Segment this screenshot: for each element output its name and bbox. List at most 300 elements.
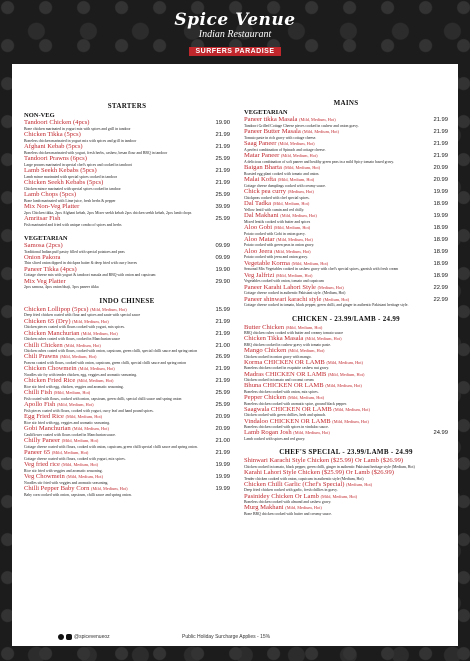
menu-item-name bbox=[24, 132, 81, 139]
menu-item-spice-level: (Mild, Medium, Hot) bbox=[285, 505, 322, 511]
menu-item-title: Tandoori Chicken (4pcs) bbox=[24, 119, 90, 126]
menu-item-header bbox=[24, 120, 230, 127]
menu-item-title: Paneer Tikka (4pcs) bbox=[24, 265, 77, 273]
menu-column-right bbox=[244, 99, 448, 517]
menu-item-description: Chicken cubes coated with flours, cooked with onion, capsicum, green chilli, special chilli sauce and spring onion bbox=[24, 349, 198, 354]
menu-item-description: Roasted egg plant cooked with tomato and onion. bbox=[244, 171, 320, 176]
menu-item bbox=[244, 395, 448, 406]
menu-item bbox=[244, 297, 448, 308]
menu-item-name bbox=[24, 438, 98, 445]
menu-item-description: Fish marinated and fried with unique combo of spices and herbs bbox=[24, 222, 122, 227]
menu-item-price: 21.99 bbox=[215, 330, 230, 337]
menu-item-header bbox=[244, 470, 448, 477]
menu-item-header bbox=[24, 267, 230, 274]
menu-item-price: 22.99 bbox=[433, 284, 448, 291]
logo-location: SURFERS PARADISE bbox=[189, 47, 280, 56]
menu-item-spice-level: (Mild, Medium, Hot) bbox=[276, 236, 313, 242]
menu-item-title: Mix Veg Platter bbox=[24, 277, 66, 285]
menu-item-header bbox=[244, 383, 448, 390]
menu-item-price: 25.99 bbox=[215, 215, 230, 222]
menu-item-title: Mango Chicken bbox=[244, 347, 287, 355]
menu-item-description: Chicken mince marinated with special spices cooked in tandoor bbox=[24, 186, 121, 191]
menu-item-price: 19.99 bbox=[433, 212, 448, 219]
menu-item-spice-level: (Mild, Medium, Hot) bbox=[64, 342, 101, 348]
menu-item bbox=[244, 141, 448, 152]
menu-item-title: Vindaloo CHICKEN OR LAMB bbox=[244, 417, 331, 425]
menu-item bbox=[24, 180, 230, 191]
menu-item-spice-level: (Mild, Medium, Hot) bbox=[272, 200, 310, 206]
menu-item-name bbox=[24, 168, 97, 175]
menu-item-title: Matar Paneer bbox=[244, 151, 280, 159]
menu-item-description: Chicken cooked in onion gravy with mango. bbox=[244, 354, 312, 359]
menu-item-spice-level: (Mild, Medium, Hot) bbox=[305, 336, 342, 342]
menu-item-header bbox=[244, 482, 448, 489]
menu-item-title: Shinwari Karachi Style Chicken ($25.99) Or Lamb ($26.99) bbox=[244, 457, 404, 465]
menu-item-header bbox=[244, 177, 448, 184]
menu-item-description: Rice stir fried with egg, veggies and aromatic seasoning. bbox=[24, 421, 111, 426]
menu-item-title: Dal Tadka bbox=[244, 199, 272, 207]
menu-item-header bbox=[244, 273, 448, 280]
section-gap bbox=[24, 228, 230, 234]
menu-item-description: Bone BBQ chicken cooked with butter and creamy sauce. bbox=[244, 512, 332, 517]
menu-item-price: 21.99 bbox=[215, 131, 230, 138]
menu-item-header bbox=[24, 474, 230, 481]
menu-item-description: Bone lamb marinated with Lime juice, fresh herbs & pepper bbox=[24, 198, 116, 203]
menu-item-name bbox=[24, 255, 60, 262]
menu-item-price: 25.99 bbox=[215, 155, 230, 162]
menu-item-title: Lamb Rogan Josh bbox=[244, 429, 292, 437]
menu-item-name bbox=[24, 366, 115, 373]
menu-item-description: Cauliflower coated with flours cooked in Manchurian sauce. bbox=[24, 433, 116, 438]
menu-item bbox=[24, 192, 230, 203]
menu-item-header bbox=[24, 307, 230, 314]
menu-item-header bbox=[244, 249, 448, 256]
menu-item-header bbox=[24, 156, 230, 163]
menu-page bbox=[12, 64, 458, 630]
menu-item-description: Chicken cooked in tomato and coconut cream bbox=[244, 378, 314, 383]
menu-item-description: Cottage cheese coated with flours, cooked with onion, capsicum, green chilli special chilli sauce and spring onion. bbox=[24, 445, 198, 450]
menu-item-name bbox=[244, 470, 394, 477]
menu-item-price: 19.99 bbox=[215, 486, 230, 493]
menu-item-description: Boneless chicken cooked with aromatic spice, ground black pepper. bbox=[244, 401, 347, 406]
menu-item-header bbox=[24, 192, 230, 199]
menu-item-header bbox=[24, 204, 230, 211]
menu-item-header bbox=[244, 297, 448, 304]
logo-name: Spice Venue bbox=[174, 10, 296, 30]
menu-item-description: Traditional Indian puff pastry filled with special potatoes and peas bbox=[24, 249, 125, 254]
menu-item-title: Chicken Lollipop (5pcs) bbox=[24, 305, 89, 313]
menu-item-description: Deep fried chicken cooked with garlic, fresh chillies in gravy. bbox=[244, 488, 338, 493]
menu-item-spice-level: (Mild, Medium, Hot) bbox=[320, 493, 358, 499]
menu-item bbox=[244, 336, 448, 347]
menu-item-description: Cottage cheese cooked in tomato, black pepper, green chilli, and ginger in authentic Pakistani heritage style. bbox=[244, 303, 409, 308]
menu-item-title: Afghani Kebab (5pcs) bbox=[24, 142, 83, 150]
menu-footer bbox=[12, 630, 458, 646]
menu-item-price: 21.99 bbox=[433, 140, 448, 147]
menu-item-name bbox=[24, 319, 109, 326]
logo-subtitle: Indian Restaurant bbox=[198, 29, 272, 40]
menu-item-price: 09.99 bbox=[215, 254, 230, 261]
menu-item-spice-level: (Mild, Medium, Hot) bbox=[274, 248, 311, 254]
menu-item-name bbox=[244, 372, 364, 379]
menu-item bbox=[24, 390, 230, 401]
menu-item-name bbox=[24, 243, 63, 250]
menu-item-description: 2pcs Chicken tikka, 2pcs Afghani kebab, 2pcs Mixer seekh kebab 2pcs chicken seekh kebab, 2pcs lamb chops bbox=[24, 210, 192, 215]
menu-item-title: Mix Non-Veg Platter bbox=[24, 202, 80, 210]
menu-item bbox=[24, 450, 230, 461]
menu-item bbox=[24, 279, 230, 290]
menu-item-description: BBQ chicken cooked in cashew gravy with tomato paste. bbox=[244, 342, 331, 347]
menu-item-description: Tandoori Grilled Cottage Cheese pieces cooked in cashew and onion gravy. bbox=[244, 123, 359, 128]
menu-item-price: 18.99 bbox=[433, 272, 448, 279]
menu-item-spice-level: (Mild, Medium, Hot) bbox=[332, 418, 369, 424]
menu-item bbox=[244, 419, 448, 430]
menu-item bbox=[244, 153, 448, 164]
menu-item bbox=[24, 438, 230, 449]
menu-item bbox=[24, 307, 230, 318]
menu-item-name bbox=[244, 482, 372, 489]
menu-item-name bbox=[24, 307, 127, 314]
menu-item bbox=[24, 414, 230, 425]
menu-item-header bbox=[24, 279, 230, 286]
menu-item-description: Fish pieces coated with flours, cooked with yogurt, curry leaf and hand pound spices. bbox=[24, 409, 154, 414]
menu-item bbox=[24, 243, 230, 254]
menu-item-spice-level: (Mild, Medium, Hot) bbox=[56, 402, 94, 408]
menu-item-description: Cottage cheese mix with yogurt & tandoori masala and BBQ with onion and capsicum bbox=[24, 273, 156, 278]
menu-item-header bbox=[244, 348, 448, 355]
menu-item-name bbox=[244, 177, 314, 184]
menu-item-title: Karahi Lahori Style Chicken ($25.99) Or Lamb ($26.99) bbox=[244, 469, 394, 477]
menu-item-header bbox=[244, 419, 448, 426]
menu-item-title: Paneer tikka Masala bbox=[244, 116, 298, 123]
menu-item-name bbox=[24, 402, 94, 409]
menu-item-title: Chicken Manchurian bbox=[24, 329, 80, 337]
menu-item-name bbox=[24, 120, 89, 127]
menu-item-description: Vegetables cooked with onion, tomato and capsicum bbox=[244, 279, 324, 284]
section-subtitle: VEGETARIAN bbox=[24, 234, 68, 242]
menu-item-name bbox=[24, 204, 79, 211]
menu-item-header bbox=[244, 261, 448, 268]
menu-item-title: Paneer shinwari karachi style bbox=[244, 295, 322, 303]
menu-item-title: Lamb Seekh Kebabs (5pcs) bbox=[24, 166, 97, 174]
menu-item bbox=[244, 407, 448, 418]
menu-item-spice-level: (Mild, Medium, Hot) bbox=[273, 224, 311, 230]
menu-item bbox=[24, 204, 230, 215]
menu-item-description: Chicken cubes coated with flours, cooked in Manchurian sauce bbox=[24, 337, 121, 342]
menu-item-price: 18.99 bbox=[433, 260, 448, 267]
menu-item-title: Pepper Chicken bbox=[244, 394, 286, 402]
menu-item-title: Murg Makhani bbox=[244, 504, 284, 512]
menu-item-description: Lamb mince marinated with special spices cooked in tandoor bbox=[24, 174, 117, 179]
menu-item bbox=[24, 366, 230, 377]
menu-item-name bbox=[244, 360, 363, 367]
menu-item-price: 20.99 bbox=[433, 164, 448, 171]
menu-item-header bbox=[244, 213, 448, 220]
menu-item-price: 21.99 bbox=[433, 117, 448, 123]
menu-item bbox=[244, 225, 448, 236]
menu-item bbox=[244, 261, 448, 272]
menu-item-description: Prawns coated with flours, cooked with onion, capsicum, green chilli, special chilli sauce and spring onion bbox=[24, 361, 187, 366]
section-subtitle: VEGETARIAN bbox=[244, 109, 288, 116]
menu-item-price: 25.99 bbox=[215, 402, 230, 409]
menu-item bbox=[24, 120, 230, 131]
menu-item-spice-level: (Mild, Medium, Hot) bbox=[51, 450, 89, 456]
menu-item-name bbox=[244, 201, 309, 208]
menu-item-description: Chicken pieces coated with flours cooked with yogurt, mix spices. bbox=[24, 325, 125, 330]
menu-item bbox=[24, 402, 230, 413]
menu-item-header bbox=[24, 438, 230, 445]
menu-item-name bbox=[244, 285, 344, 292]
menu-item-description: Boneless chicken cooked with almond and cashew gravy. bbox=[244, 500, 332, 505]
section-subtitle: NON-VEG bbox=[24, 112, 55, 119]
menu-item-header bbox=[244, 165, 448, 172]
menu-item bbox=[24, 267, 230, 278]
menu-item-name bbox=[24, 343, 101, 350]
menu-item-title: Veg fried rice bbox=[24, 461, 60, 469]
menu-item-description: Yellow lentil with cumin and red chilly. bbox=[244, 207, 305, 212]
menu-item-spice-level: (Mild, Medium, Hot) bbox=[65, 414, 103, 420]
menu-item-description: Boneless chicken cooked with onion, mix spices. bbox=[244, 389, 319, 394]
menu-item bbox=[24, 255, 230, 266]
menu-item-header bbox=[24, 462, 230, 469]
menu-item-name bbox=[24, 354, 96, 361]
menu-item-description: Thin sliced onion dipped in chickpea batter & deep fried with curry leaves bbox=[24, 261, 138, 266]
menu-item bbox=[244, 285, 448, 296]
menu-item-name bbox=[24, 462, 98, 469]
menu-item-spice-level: (Mild, Medium, Hot) bbox=[72, 318, 109, 324]
menu-item-description: Boneless chicken cooked in exquisite cashew nut gravy. bbox=[244, 366, 330, 371]
menu-item-name bbox=[24, 267, 77, 274]
menu-item-spice-level: (Mild, Medium, Hot) bbox=[66, 474, 104, 480]
menu-item-title: Chicken Fried Rice bbox=[24, 377, 76, 385]
menu-item bbox=[24, 474, 230, 485]
menu-item-description: Boneless chicken cooked with spices in vindaloo sauce. bbox=[244, 425, 329, 430]
menu-item bbox=[244, 189, 448, 200]
menu-item bbox=[244, 165, 448, 176]
menu-item-description: Noodles stir fry with tender chicken, egg, veggies and aromatic seasoning. bbox=[24, 373, 138, 378]
menu-item-title: Pasinidey Chicken Or Lamb bbox=[244, 492, 319, 500]
menu-item-name bbox=[244, 430, 330, 437]
menu-item bbox=[244, 249, 448, 260]
menu-item-name bbox=[24, 426, 109, 433]
menu-item-description: Bone chicken marinated in yogurt mix with spices and grill in tandoor bbox=[24, 126, 131, 131]
menu-item bbox=[24, 426, 230, 437]
menu-item-title: Chicken Tikka (5pcs) bbox=[24, 130, 81, 138]
menu-item-name bbox=[244, 273, 312, 280]
menu-item-price: 22.99 bbox=[433, 296, 448, 303]
menu-item-price: 21.00 bbox=[215, 438, 230, 445]
menu-item-description: Seasonal Mix Vegetables cooked in cashew gravy with chef's special spices, garnish with fresh cream bbox=[244, 267, 399, 272]
menu-item-spice-level: (Mild, Medium, Hot) bbox=[91, 486, 128, 492]
menu-item-title: Vegetable Korma bbox=[244, 259, 290, 267]
menu-item-header bbox=[244, 407, 448, 414]
menu-item-name bbox=[244, 395, 324, 402]
menu-item-title: Veg Chowmein bbox=[24, 473, 65, 481]
menu-item-title: Baigan Bharta bbox=[244, 163, 282, 171]
section-title: INDO CHINESE bbox=[99, 296, 155, 305]
menu-item-name bbox=[244, 336, 342, 343]
menu-item-name bbox=[244, 505, 322, 512]
menu-item bbox=[24, 156, 230, 167]
menu-item-title: Amritsar Fish bbox=[24, 214, 61, 222]
menu-item-description: Potato cooked with Gobi in onion gravy. bbox=[244, 231, 306, 236]
facebook-icon[interactable] bbox=[58, 634, 64, 640]
section-title: CHEF'S SPECIAL - 23.99/LAMB - 24.99 bbox=[279, 448, 413, 457]
menu-item-spice-level: (Mild, Medium, Hot) bbox=[327, 371, 365, 377]
menu-item-header bbox=[24, 255, 230, 262]
menu-item-title: Apollo Fish bbox=[24, 401, 56, 409]
menu-item-header bbox=[24, 486, 230, 493]
menu-item bbox=[244, 458, 448, 469]
menu-item-description: Chicken cooked in tomato, black pepper, green chilli, ginger in authentic Pakistani heritage style (Medium, Hot) bbox=[244, 464, 415, 469]
menu-item-name bbox=[244, 249, 311, 256]
menu-item-description: BBQ chicken cubes cooked with butter and creamy tomato sauce bbox=[244, 331, 344, 336]
menu-item-title: Chilli Chicken bbox=[24, 341, 63, 349]
menu-item-header bbox=[24, 243, 230, 250]
menu-item bbox=[24, 378, 230, 389]
menu-item-price: 19.99 bbox=[433, 188, 448, 195]
menu-item-name bbox=[244, 117, 336, 124]
menu-item-header bbox=[244, 225, 448, 232]
menu-item-header bbox=[244, 458, 448, 465]
social-handle[interactable]: @spicevenueoz bbox=[74, 634, 110, 640]
menu-item-spice-level: (Mild, Medium, Hot) bbox=[280, 212, 317, 218]
menu-item-name bbox=[244, 325, 322, 332]
menu-item-price: 19.99 bbox=[215, 474, 230, 481]
menu-item-title: Lamb Chops (5pcs) bbox=[24, 190, 77, 198]
menu-item-spice-level: (Medium, Hot) bbox=[317, 284, 344, 290]
menu-item-name bbox=[244, 237, 313, 244]
menu-item-price: 09.99 bbox=[215, 242, 230, 249]
menu-item-name bbox=[24, 486, 128, 493]
menu-item bbox=[244, 360, 448, 371]
menu-item-description: Boneless chicken marinated with yogurt, fresh herbs, cashew, besan flour and BBQ in tandoor bbox=[24, 150, 168, 155]
menu-item-title: Chicken Chilli Garlic (Chef's Special) bbox=[244, 480, 345, 488]
menu-item-price: 21.99 bbox=[215, 143, 230, 150]
menu-item-title: Chili Prawns bbox=[24, 353, 59, 361]
menu-item-name bbox=[24, 144, 83, 151]
menu-item-header bbox=[244, 372, 448, 379]
menu-item bbox=[244, 383, 448, 394]
menu-item-title: Chicken Seekh Kebabs (5pcs) bbox=[24, 178, 104, 186]
menu-item-spice-level: (Mild, Medium, Hot) bbox=[278, 140, 315, 146]
menu-item-price: 18.99 bbox=[433, 248, 448, 255]
menu-item-header bbox=[24, 132, 230, 139]
menu-item-spice-level: (Mild, Medium, Hot) bbox=[291, 260, 329, 266]
menu-item-spice-level: (Mild, Medium, Hot) bbox=[61, 462, 99, 468]
menu-item-name bbox=[244, 494, 357, 501]
menu-item-name bbox=[244, 297, 349, 304]
menu-item-title: Onion Pakora bbox=[24, 253, 61, 261]
menu-item-description: Baby corn cooked with onion, capsicum, chilli sauce and spring onion. bbox=[24, 492, 132, 497]
menu-item bbox=[244, 430, 448, 441]
menu-item-name bbox=[24, 474, 103, 481]
menu-item-header bbox=[24, 378, 230, 385]
menu-item-header bbox=[24, 366, 230, 373]
menu-item-name bbox=[24, 180, 103, 187]
menu-item-name bbox=[244, 458, 403, 465]
menu-item-header bbox=[244, 325, 448, 332]
menu-item-header bbox=[24, 216, 230, 223]
menu-item-description: Lamb cooked with spices and red gravy. bbox=[244, 437, 306, 442]
menu-item-price: 21.99 bbox=[215, 179, 230, 186]
menu-item-spice-level: (Mild, Medium, Hot) bbox=[293, 430, 330, 436]
menu-item-description: Potato cooked with jeera and onion gravy. bbox=[244, 255, 308, 260]
menu-item-spice-level: (Mild, Medium, Hot) bbox=[325, 383, 362, 389]
menu-item-price: 20.99 bbox=[215, 414, 230, 421]
menu-item-title: Paneer Karahi Lahori Style bbox=[244, 283, 316, 291]
menu-item-title: Chick pea curry bbox=[244, 187, 287, 195]
menu-item-spice-level: (Medium, Hot) bbox=[287, 188, 314, 194]
menu-item-header bbox=[24, 319, 230, 326]
menu-item-price: 18.99 bbox=[433, 224, 448, 231]
menu-item bbox=[244, 237, 448, 248]
menu-item-spice-level: (Mild, Medium, Hot) bbox=[326, 359, 363, 365]
menu-item-description: Deep fried chicken coated with flour and spices and saute with special sauce bbox=[24, 313, 141, 318]
menu-item-header bbox=[244, 117, 448, 124]
menu-item bbox=[24, 343, 230, 354]
menu-item-title: Paneer Butter Masala bbox=[244, 127, 301, 135]
menu-item-title: Aloo Matar bbox=[244, 235, 275, 243]
menu-item-spice-level: (Mild, Medium, Hot) bbox=[72, 426, 109, 432]
menu-item-title: Veg Jalfrizi bbox=[244, 271, 275, 279]
menu-item-spice-level: (Mild, Medium, Hot) bbox=[53, 390, 91, 396]
menu-item bbox=[24, 132, 230, 143]
menu-item-spice-level: (Mild, Medium, Hot) bbox=[59, 354, 97, 360]
menu-item-description: Noodles stir fried with veggies and aromatic seasoning. bbox=[24, 480, 109, 485]
menu-item bbox=[244, 201, 448, 212]
menu-item bbox=[244, 213, 448, 224]
menu-item-description: Potato cooked with green peas in onion gravy. bbox=[244, 243, 315, 248]
menu-item-header bbox=[244, 360, 448, 367]
menu-item-name bbox=[244, 213, 317, 220]
menu-item-description: Mixed lentils cooked with butter and spices bbox=[244, 219, 311, 224]
menu-item-spice-level: (Mild, Medium, Hot) bbox=[76, 378, 114, 384]
menu-item-title: Saagwala CHICKEN OR LAMB bbox=[244, 405, 332, 413]
menu-item-spice-level: (Mild, Medium, Hot) bbox=[302, 128, 339, 134]
menu-item-price: 21.99 bbox=[215, 167, 230, 174]
menu-item-price: 21.99 bbox=[215, 366, 230, 373]
menu-item bbox=[244, 273, 448, 284]
menu-item-title: Gobi Manchurian bbox=[24, 425, 71, 433]
menu-item-price: 19.90 bbox=[215, 266, 230, 273]
menu-item-spice-level: (Medium, Hot) bbox=[346, 481, 373, 487]
menu-item-title: Paneer 65 bbox=[24, 449, 51, 457]
menu-item-price: 19.90 bbox=[215, 120, 230, 126]
menu-item-spice-level: (Mild, Medium, Hot) bbox=[299, 117, 336, 122]
menu-item-spice-level: (Medium, Hot) bbox=[323, 296, 350, 302]
menu-item-header bbox=[24, 144, 230, 151]
menu-item-title: Chicken Chowmein bbox=[24, 365, 77, 373]
menu-item-title: Samosa (2pcs) bbox=[24, 241, 63, 249]
menu-item-title: Bhuna CHICKEN OR LAMB bbox=[244, 382, 324, 390]
menu-item-title: Saag Paneer bbox=[244, 139, 277, 147]
menu-item-name bbox=[244, 261, 328, 268]
menu-item-price: 20.99 bbox=[433, 176, 448, 183]
menu-item-price: 21.99 bbox=[433, 152, 448, 159]
menu-item-header bbox=[244, 505, 448, 512]
menu-item-title: Dal Makhani bbox=[244, 211, 279, 219]
menu-item-price: 21.99 bbox=[215, 318, 230, 325]
menu-item-price: 18.99 bbox=[433, 236, 448, 243]
instagram-icon[interactable] bbox=[66, 634, 72, 640]
menu-item-header bbox=[244, 494, 448, 501]
menu-item-spice-level: (Mild, Medium, Hot) bbox=[285, 324, 323, 330]
menu-item-description: Fish coated with flours, cooked with onion, capsicum, green chilli, special chilli sauce and spring onion bbox=[24, 397, 182, 402]
menu-item-name bbox=[244, 225, 310, 232]
menu-item bbox=[24, 354, 230, 365]
menu-item bbox=[244, 482, 448, 493]
